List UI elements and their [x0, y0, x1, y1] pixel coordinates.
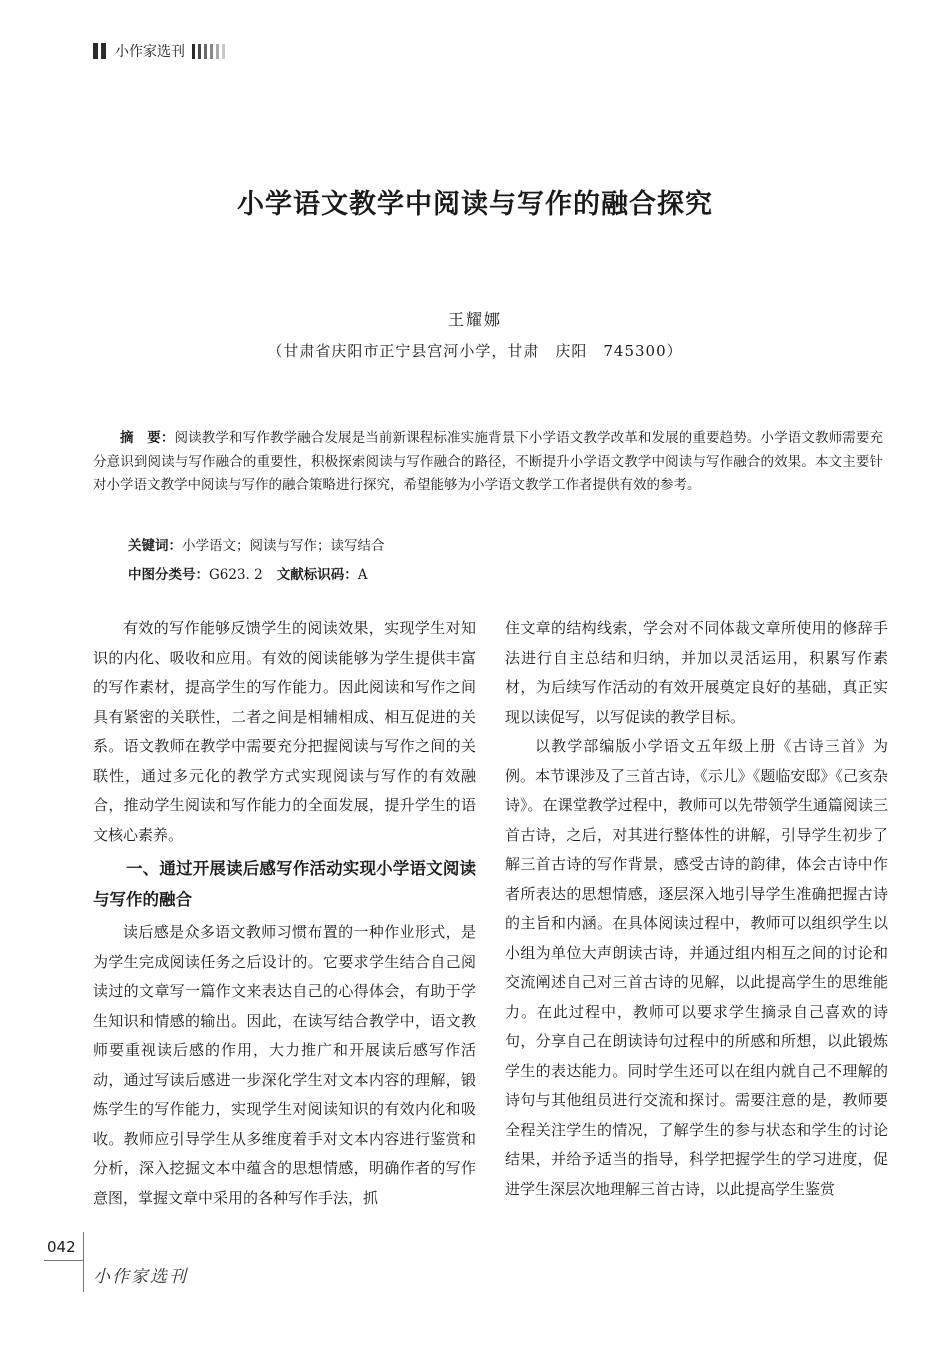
article-title: 小学语文教学中阅读与写作的融合探究	[237, 189, 713, 220]
footer-logo: 小作家选刊	[93, 1267, 188, 1287]
document-code-value: A	[357, 567, 368, 583]
header-block-icon	[101, 43, 106, 59]
abstract-label: 摘 要：	[120, 430, 175, 446]
page-number: 042	[47, 1238, 76, 1256]
body-paragraph: 住文章的结构线索，学会对不同体裁文章所使用的修辞手法进行自主总结和归纳，并加以灵活运用，积累写作素材，为后续写作活动的有效开展奠定良好的基础，真正实现以读促写，以写促读的教学目标。	[505, 619, 888, 726]
keywords	[128, 534, 385, 554]
header-bar-icon	[222, 44, 225, 59]
footer-rule	[44, 1260, 84, 1261]
classification-label: 中图分类号：	[128, 567, 209, 583]
header-bar-icon	[216, 44, 219, 59]
classification	[128, 563, 367, 583]
header-bar-icon	[210, 44, 213, 59]
header-bar-icon	[198, 44, 201, 59]
body-paragraph: 读后感是众多语文教师习惯布置的一种作业形式，是为学生完成阅读任务之后设计的。它要求学生结合自己阅读过的文章写一篇作文来表达自己的心得体会，有助于学生知识和情感的输出。因此，在读写结合教学中，语文教师要重视读后感的作用，大力推广和开展读后感写作活动，通过写读后感进一步深化学生对文本内容的理解，锻炼学生的写作能力，实现学生对阅读知识的有效内化和吸收。教师应引导学生从多维度着手对文本内容进行鉴赏和分析，深入挖掘文本中蕴含的思想情感，明确作者的写作意图，掌握文章中采用的各种写作手法，抓	[93, 923, 476, 1207]
running-header	[93, 40, 228, 62]
keywords-text: 小学语文；阅读与写作；读写结合	[182, 538, 385, 554]
keywords-label: 关键词：	[128, 538, 182, 554]
author-name: 王耀娜	[447, 310, 502, 329]
journal-name: 小作家选刊	[115, 44, 185, 60]
body-column-left	[93, 614, 476, 1213]
section-heading: 一、通过开展读后感写作活动实现小学语文阅读与写作的融合	[93, 859, 476, 909]
abstract	[93, 427, 883, 498]
classification-value: G623. 2	[209, 567, 263, 583]
body-paragraph: 以教学部编版小学语文五年级上册《古诗三首》为例。本节课涉及了三首古诗，《示儿》《题临安邸》《己亥杂诗》。在课堂教学过程中，教师可以先带领学生通篇阅读三首古诗，之后，对其进行整体性的讲解，引导学生初步了解三首古诗的写作背景，感受古诗的韵律，体会古诗中作者所表达的思想情感，逐层深入地引导学生准确把握古诗的主旨和内涵。在具体阅读过程中，教师可以组织学生以小组为单位大声朗读古诗，并通过组内相互之间的讨论和交流阐述自己对三首古诗的见解，以此提高学生的思维能力。在此过程中，教师可以要求学生摘录自己喜欢的诗句，分享自己在朗读诗句过程中的所感和所想，以此锻炼学生的表达能力。同时学生还可以在组内就自己不理解的诗句与其他组员进行交流和探讨。需要注意的是，教师要全程关注学生的情况，了解学生的参与状态和学生的讨论结果，并给予适当的指导，科学把握学生的学习进度，促进学生深层次地理解三首古诗，以此提高学生鉴赏	[505, 737, 888, 1198]
abstract-text: 阅读教学和写作教学融合发展是当前新课程标准实施背景下小学语文教学改革和发展的重要趋势。小学语文教师需要充分意识到阅读与写作融合的重要性，积极探索阅读与写作融合的路径，不断提升小学语文教学中阅读与写作融合的效果。本文主要针对小学语文教学中阅读与写作的融合策略进行探究，希望能够为小学语文教学工作者提供有效的参考。	[93, 430, 884, 493]
body-column-right	[505, 614, 888, 1204]
footer-divider	[83, 1232, 84, 1292]
header-bar-icon	[192, 44, 195, 59]
body-paragraph: 有效的写作能够反馈学生的阅读效果，实现学生对知识的内化、吸收和应用。有效的阅读能够为学生提供丰富的写作素材，提高学生的写作能力。因此阅读和写作之间具有紧密的关联性，二者之间是相辅相成、相互促进的关系。语文教师在教学中需要充分把握阅读与写作之间的关联性，通过多元化的教学方式实现阅读与写作的有效融合，推动学生阅读和写作能力的全面发展，提升学生的语文核心素养。	[93, 619, 476, 844]
author-affiliation: （甘肃省庆阳市正宁县宫河小学，甘肃 庆阳 745300）	[267, 342, 683, 360]
header-block-icon	[93, 43, 98, 59]
document-code-label: 文献标识码：	[276, 567, 358, 583]
header-bar-icon	[204, 44, 207, 59]
